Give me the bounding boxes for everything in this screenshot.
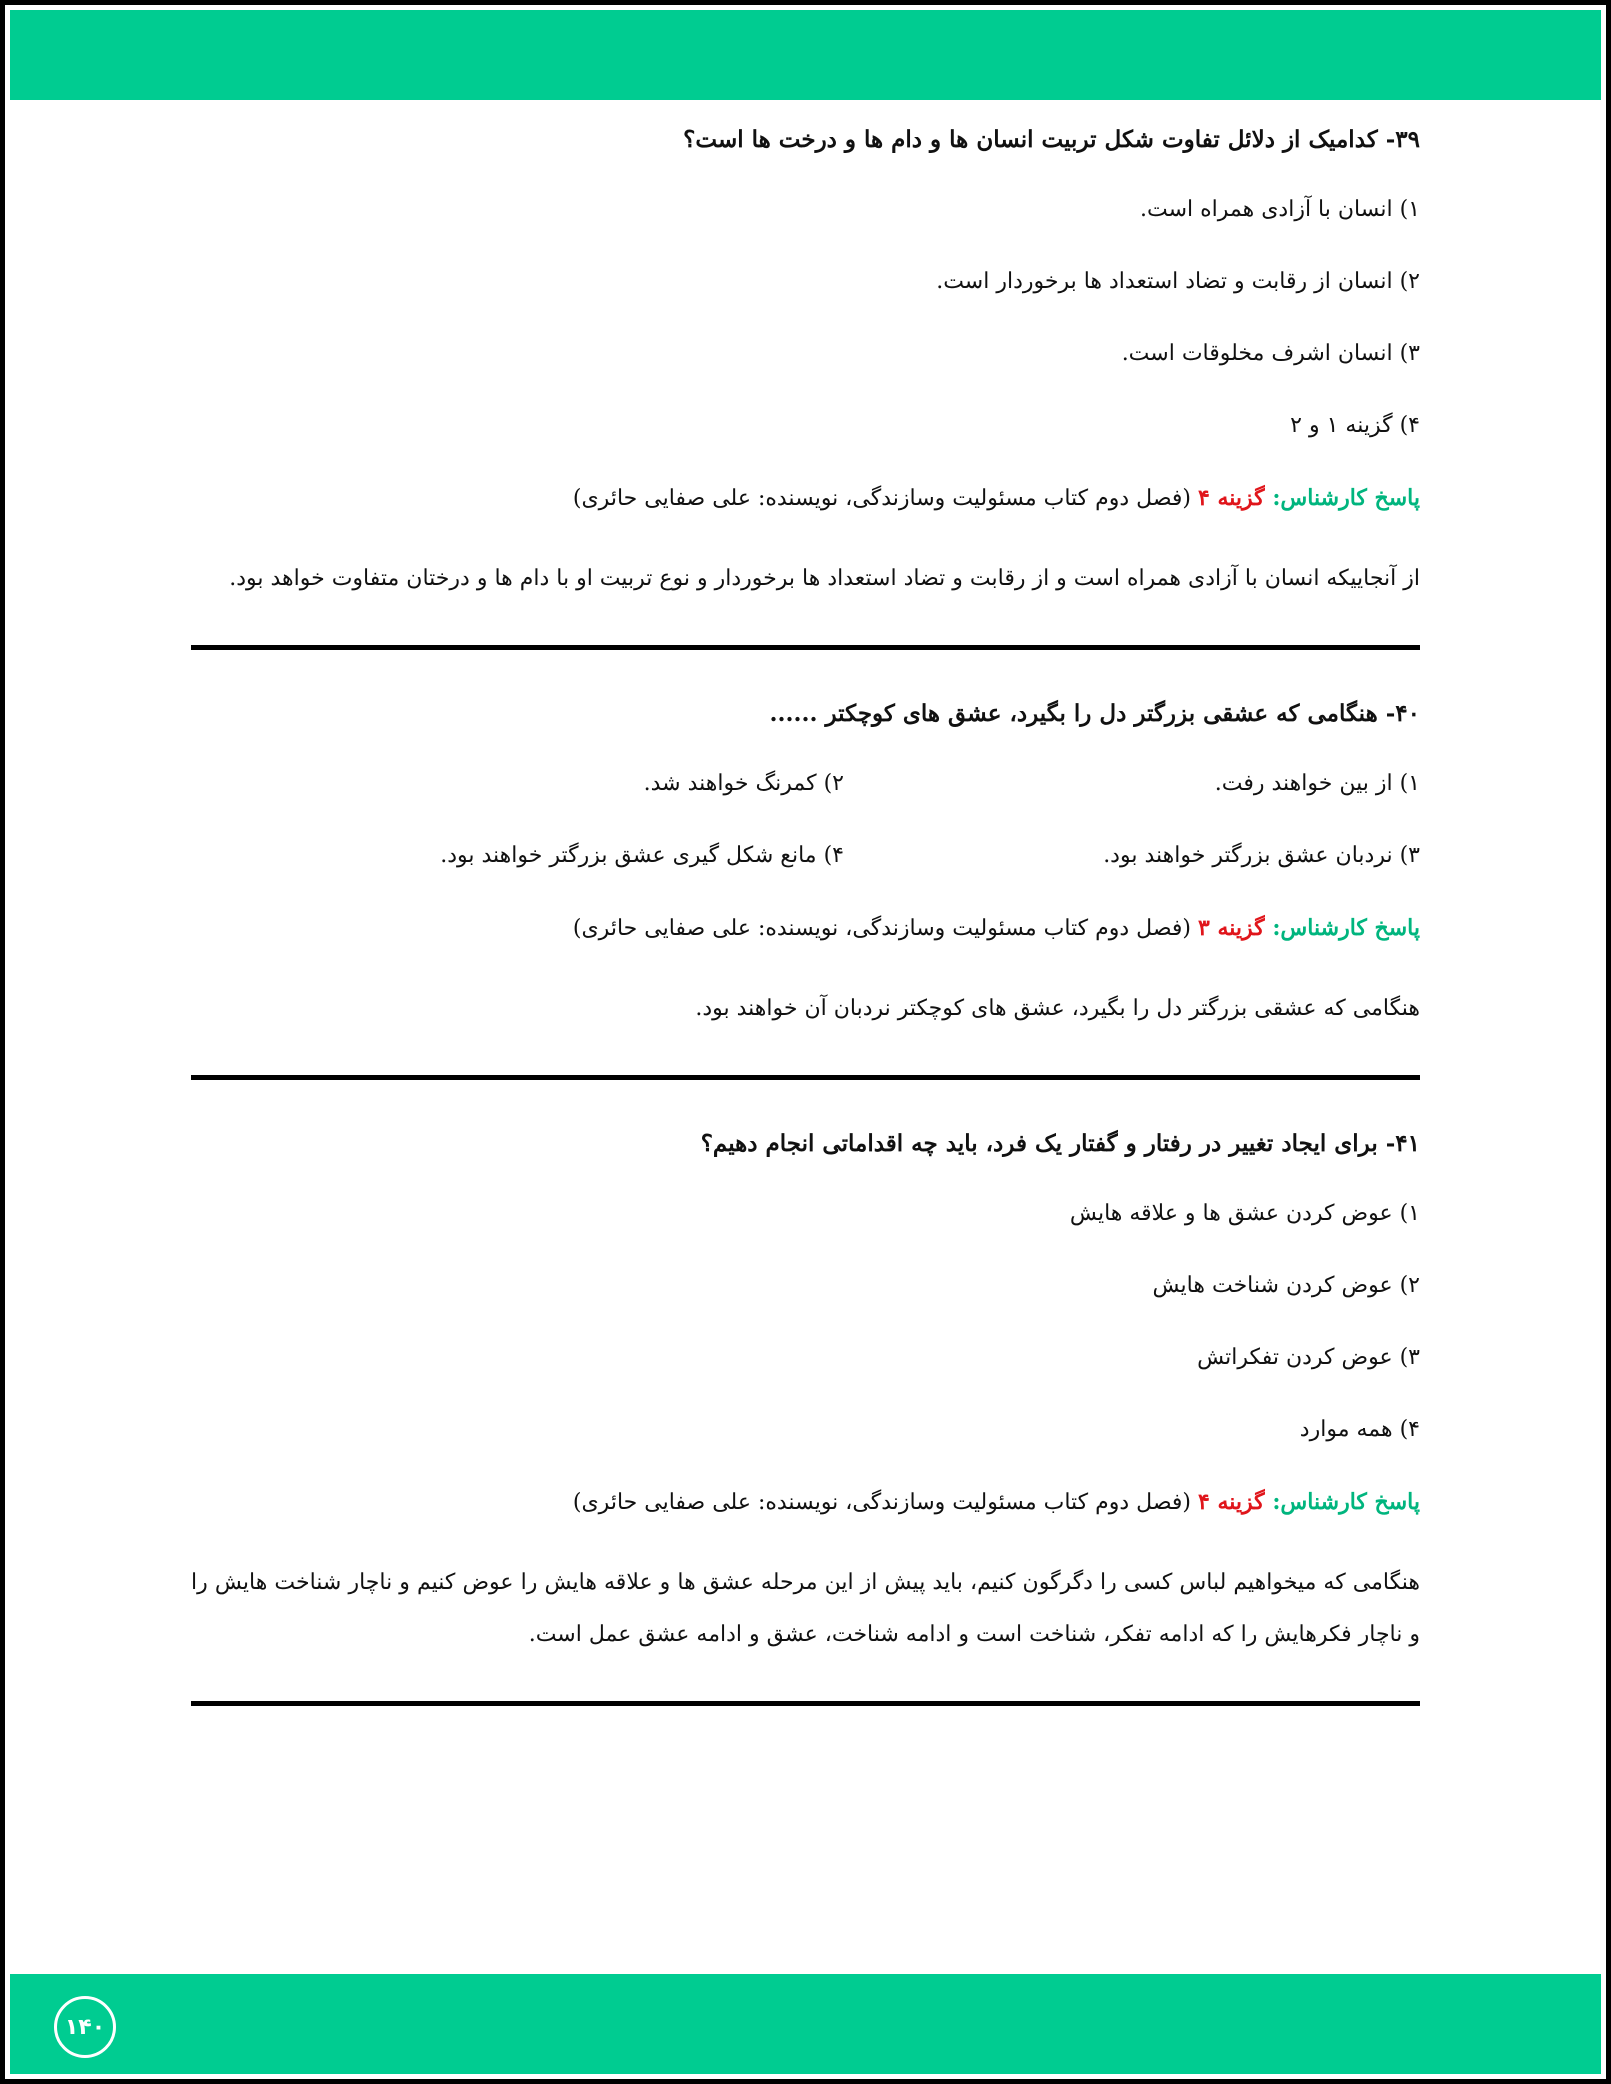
option-3: ۳) عوض کردن تفکراتش xyxy=(1197,1345,1420,1370)
question-39 xyxy=(191,120,1420,605)
answer-choice: گزینه ۴ xyxy=(1198,485,1265,511)
option-2: ۲) انسان از رقابت و تضاد استعداد ها برخوردار است. xyxy=(936,269,1420,294)
question-41 xyxy=(191,1124,1420,1661)
section-divider xyxy=(191,1075,1420,1080)
answer-label: پاسخ کارشناس: xyxy=(1264,1489,1420,1515)
option-3: ۳) انسان اشرف مخلوقات است. xyxy=(1121,341,1420,366)
header-band xyxy=(10,10,1601,100)
options-grid xyxy=(191,766,1420,910)
expert-answer xyxy=(191,480,1420,517)
answer-explanation: از آنجاییکه انسان با آزادی همراه است و از رقابت و تضاد استعداد ها برخوردار و نوع تربیت او با دام ها و درختان متفاوت خواهد بود. xyxy=(229,566,1420,591)
section-divider xyxy=(191,1701,1420,1706)
section-divider xyxy=(191,645,1420,650)
option-3: ۳) نردبان عشق بزرگتر خواهند بود. xyxy=(1103,843,1420,868)
answer-explanation: هنگامی که میخواهیم لباس کسی را دگرگون کنیم، باید پیش از این مرحله عشق ها و علاقه هایش را عوض کنیم و ناچار شناخت هایش را و ناچار فکرهایش را که ادامه تفکر، شناخت است و ادامه شناخت، عشق و ادامه عشق عمل است. xyxy=(191,1570,1420,1647)
option-4: ۴) همه موارد xyxy=(1299,1417,1420,1442)
question-title: ۴۰- هنگامی که عشقی بزرگتر دل را بگیرد، عشق های کوچکتر ...... xyxy=(769,700,1420,727)
option-4: ۴) گزینه ۱ و ۲ xyxy=(1290,413,1420,438)
option-1: ۱) عوض کردن عشق ها و علاقه هایش xyxy=(1069,1201,1420,1226)
expert-answer xyxy=(191,1484,1420,1521)
answer-choice: گزینه ۳ xyxy=(1198,915,1265,941)
answer-source: (فصل دوم کتاب مسئولیت وسازندگی، نویسنده: علی صفایی حائری) xyxy=(572,1490,1198,1515)
option-4: ۴) مانع شکل گیری عشق بزرگتر خواهند بود. xyxy=(440,843,844,868)
content xyxy=(191,120,1420,1750)
answer-source: (فصل دوم کتاب مسئولیت وسازندگی، نویسنده: علی صفایی حائری) xyxy=(572,916,1198,941)
option-1: ۱) انسان با آزادی همراه است. xyxy=(1139,197,1420,222)
option-1: ۱) از بین خواهند رفت. xyxy=(1214,771,1420,796)
question-40 xyxy=(191,694,1420,1035)
answer-source: (فصل دوم کتاب مسئولیت وسازندگی، نویسنده: علی صفایی حائری) xyxy=(572,486,1198,511)
expert-answer xyxy=(191,910,1420,947)
answer-choice: گزینه ۴ xyxy=(1198,1489,1265,1515)
page-number-badge: ۱۴۰ xyxy=(54,1996,116,2058)
question-title: ۳۹- کدامیک از دلائل تفاوت شکل تربیت انسان ها و دام ها و درخت ها است؟ xyxy=(683,126,1420,153)
answer-explanation: هنگامی که عشقی بزرگتر دل را بگیرد، عشق های کوچکتر نردبان آن خواهند بود. xyxy=(695,996,1420,1021)
footer-band xyxy=(10,1974,1601,2074)
option-2: ۲) عوض کردن شناخت هایش xyxy=(1152,1273,1420,1298)
answer-label: پاسخ کارشناس: xyxy=(1264,485,1420,511)
question-title: ۴۱- برای ایجاد تغییر در رفتار و گفتار یک فرد، باید چه اقداماتی انجام دهیم؟ xyxy=(700,1130,1420,1157)
answer-label: پاسخ کارشناس: xyxy=(1264,915,1420,941)
option-2: ۲) کمرنگ خواهند شد. xyxy=(643,771,844,796)
